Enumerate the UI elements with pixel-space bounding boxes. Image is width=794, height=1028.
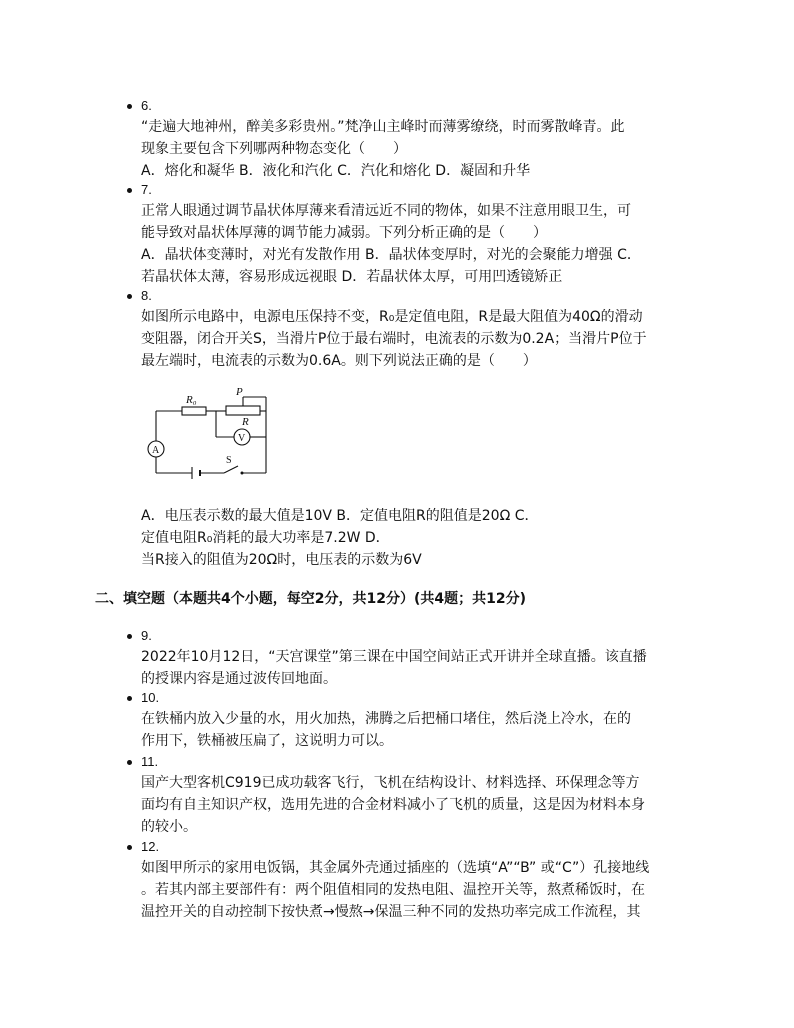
question-6 — [127, 96, 717, 182]
question-text: 作用下，铁桶被压扁了，这说明力可以。 — [141, 733, 393, 749]
bullet-icon — [127, 696, 132, 701]
question-8-header — [127, 286, 717, 306]
question-text: 如图甲所示的家用电饭锅，其金属外壳通过插座的（选填“A”“B” 或“C”）孔接地线 — [141, 860, 650, 876]
label-a: A — [152, 445, 160, 456]
question-9 — [127, 626, 717, 690]
question-10 — [127, 688, 717, 752]
question-8-options — [127, 505, 717, 571]
label-p: P — [236, 386, 243, 398]
question-text: 能导致对晶状体厚薄的调节能力减弱。下列分析正确的是（ ） — [141, 225, 547, 241]
question-number: 11. — [141, 754, 159, 769]
answer-options: A．熔化和凝华 B．液化和汽化 C．汽化和熔化 D．凝固和升华 — [141, 163, 531, 179]
question-number: 7. — [141, 182, 152, 197]
question-text: 如图所示电路中，电源电压保持不变，R₀是定值电阻，R是最大阻值为40Ω的滑动 — [141, 309, 643, 325]
circuit-diagram — [138, 383, 278, 483]
bullet-icon — [127, 104, 132, 109]
question-7-header — [127, 180, 717, 200]
answer-options: 当R接入的阻值为20Ω时，电压表的示数为6V — [141, 552, 422, 568]
rheostat — [226, 406, 260, 415]
question-number: 12. — [141, 839, 160, 854]
answer-options: A．电压表示数的最大值是10V B．定值电阻R的阻值是20Ω C． — [141, 508, 539, 524]
question-number: 8. — [141, 288, 152, 303]
switch-contact — [241, 472, 244, 475]
question-text: 的授课内容是通过波传回地面。 — [141, 671, 337, 687]
bullet-icon — [127, 634, 132, 639]
question-number: 9. — [141, 628, 152, 643]
bullet-icon — [127, 294, 132, 299]
question-text: 温控开关的自动控制下按快煮→慢熬→保温三种不同的发热功率完成工作流程，其 — [141, 904, 641, 920]
question-text: 的较小。 — [141, 819, 197, 835]
answer-options: A．晶状体变薄时，对光有发散作用 B．晶状体变厚时，对光的会聚能力增强 C． — [141, 247, 641, 263]
label-v: V — [238, 433, 246, 444]
question-text: 。若其内部主要部件有：两个阻值相同的发热电阻、温控开关等，熬煮稀饭时，在 — [141, 882, 645, 898]
question-text: “走遍大地神州，醉美多彩贵州。”梵净山主峰时而薄雾缭绕，时而雾散峰青。此 — [141, 119, 625, 135]
r0-resistor — [182, 407, 206, 415]
label-r: R — [242, 416, 249, 428]
question-number: 10. — [141, 690, 160, 705]
question-10-header — [127, 688, 717, 708]
question-12-header — [127, 837, 717, 857]
question-text: 最左端时，电流表的示数为0.6A。则下列说法正确的是（ ） — [141, 353, 537, 369]
question-text: 国产大型客机C919已成功载客飞行，飞机在结构设计、材料选择、环保理念等方 — [141, 775, 640, 791]
question-8 — [127, 286, 717, 372]
answer-options: 定值电阻R₀消耗的最大功率是7.2W D． — [141, 530, 390, 546]
label-s: S — [226, 455, 232, 466]
bullet-icon — [127, 760, 132, 765]
question-text: 面均有自主知识产权，选用先进的合金材料减小了飞机的质量，这是因为材料本身 — [141, 797, 645, 813]
question-text: 变阻器，闭合开关S，当滑片P位于最右端时，电流表的示数为0.2A；当滑片P位于 — [141, 331, 647, 347]
question-9-header — [127, 626, 717, 646]
switch-blade — [224, 466, 238, 473]
question-text: 2022年10月12日，“天宫课堂”第三课在中国空间站正式开讲并全球直播。该直播 — [141, 649, 647, 665]
question-12 — [127, 837, 717, 923]
section-title: 二、填空题（本题共4个小题，每空2分，共12分）(共4题；共12分) — [95, 591, 526, 607]
question-11 — [127, 752, 717, 838]
question-11-header — [127, 752, 717, 772]
question-6-header — [127, 96, 717, 116]
question-text: 正常人眼通过调节晶状体厚薄来看清远近不同的物体，如果不注意用眼卫生，可 — [141, 203, 631, 219]
question-text: 在铁桶内放入少量的水，用火加热，沸腾之后把桶口堵住，然后浇上冷水，在的 — [141, 711, 631, 727]
question-text: 现象主要包含下列哪两种物态变化（ ） — [141, 141, 407, 157]
bullet-icon — [127, 188, 132, 193]
answer-options: 若晶状体太薄，容易形成远视眼 D．若晶状体太厚，可用凹透镜矫正 — [141, 269, 563, 285]
question-7 — [127, 180, 717, 288]
label-r0: R₀ — [186, 394, 197, 406]
bullet-icon — [127, 845, 132, 850]
question-number: 6. — [141, 98, 152, 113]
